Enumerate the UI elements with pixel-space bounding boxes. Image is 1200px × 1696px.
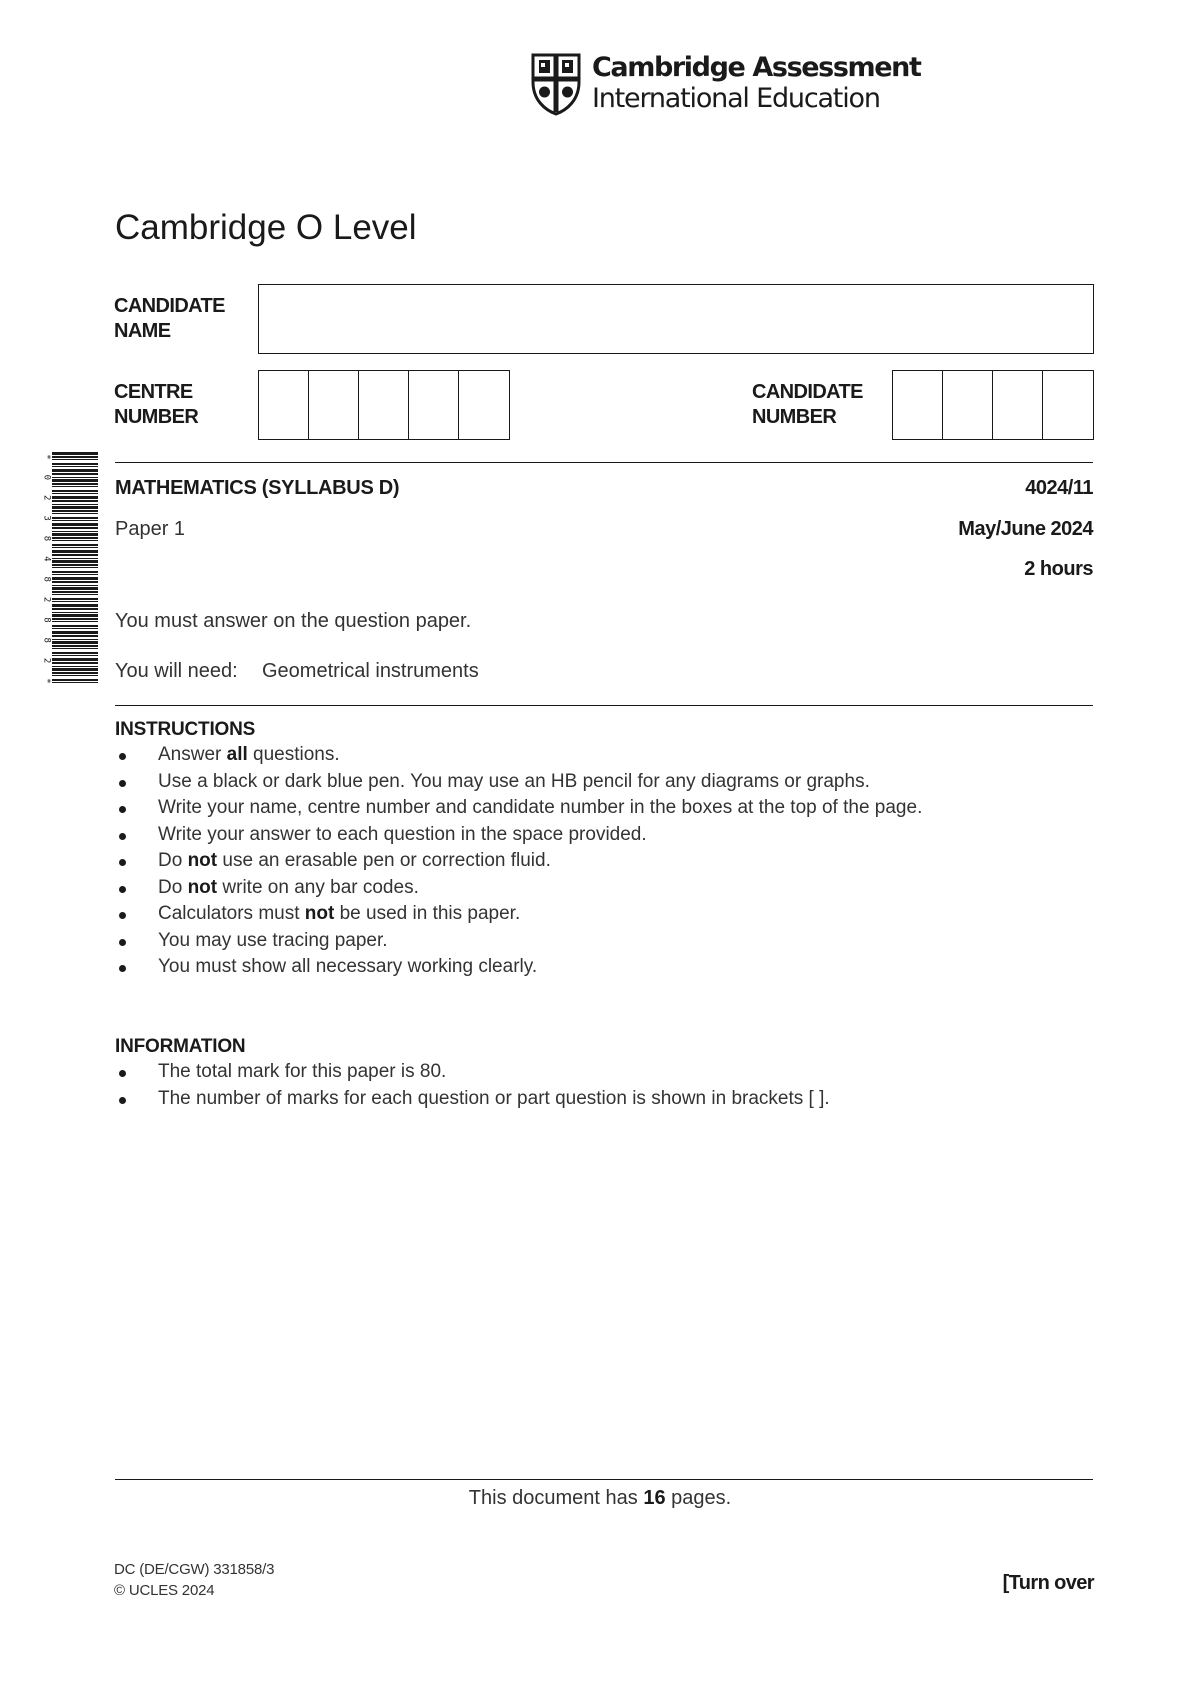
need-label: You will need: [115, 660, 238, 682]
logo-line-2: International Education [592, 83, 880, 114]
centre-number-digit-box[interactable] [459, 371, 509, 439]
copyright-notice: © UCLES 2024 [114, 1582, 215, 1599]
information-list [115, 1059, 830, 1112]
barcode-digit: 8 [41, 617, 52, 623]
centre-number-digit-box[interactable] [259, 371, 309, 439]
centre-number-digit-box[interactable] [309, 371, 359, 439]
component-code: 4024/11 [1025, 477, 1093, 499]
instruction-item: Do not use an erasable pen or correction fluid. [115, 848, 922, 875]
barcode-digit: 2 [41, 657, 52, 664]
barcode-digit: * [41, 454, 52, 460]
instructions-heading: INSTRUCTIONS [115, 719, 256, 740]
logo-line-1: Cambridge Assessment [592, 52, 921, 83]
centre-number-field[interactable] [258, 370, 510, 440]
instruction-item: You may use tracing paper. [115, 928, 922, 955]
candidate-number-digit-box[interactable] [1043, 371, 1093, 439]
candidate-number-digit-box[interactable] [943, 371, 993, 439]
instruction-item: Answer all questions. [115, 742, 922, 769]
answer-note: You must answer on the question paper. [115, 610, 472, 632]
page-count: 16 [643, 1487, 666, 1509]
page-count-note [0, 1487, 1200, 1510]
instruction-item: Calculators must not be used in this paper. [115, 901, 922, 928]
candidate-name-field[interactable] [258, 284, 1094, 354]
qualification-title: Cambridge O Level [115, 208, 417, 247]
page-count-prefix: This document has [468, 1487, 644, 1509]
information-item: The total mark for this paper is 80. [115, 1059, 830, 1086]
turn-over-label: [Turn over [1002, 1572, 1094, 1594]
instructions-list [115, 742, 922, 981]
paper-number: Paper 1 [115, 518, 186, 540]
cambridge-logo [530, 52, 921, 118]
footer-reference-block [114, 1559, 274, 1601]
centre-number-digit-box[interactable] [359, 371, 409, 439]
information-heading: INFORMATION [115, 1036, 246, 1057]
instruction-item: Do not write on any bar codes. [115, 875, 922, 902]
barcode-digit: 4 [41, 556, 52, 562]
candidate-number-label: CANDIDATE NUMBER [752, 381, 863, 428]
exam-session: May/June 2024 [958, 518, 1093, 540]
divider-middle [115, 705, 1093, 706]
divider-bottom [115, 1479, 1093, 1480]
candidate-number-field[interactable] [892, 370, 1094, 440]
divider-top [115, 462, 1093, 463]
candidate-name-label: CANDIDATE NAME [114, 295, 225, 342]
page-count-suffix: pages. [665, 1487, 732, 1509]
centre-number-label: CENTRE NUMBER [114, 381, 199, 428]
centre-number-digit-box[interactable] [409, 371, 459, 439]
barcode-digit: 2 [41, 596, 52, 603]
need-value: Geometrical instruments [262, 660, 479, 682]
instruction-item: Write your name, centre number and candidate number in the boxes at the top of the page. [115, 795, 922, 822]
candidate-number-digit-box[interactable] [993, 371, 1043, 439]
information-item: The number of marks for each question or part question is shown in brackets [ ]. [115, 1086, 830, 1113]
barcode-digit: 8 [41, 637, 52, 643]
barcode-digit: 0 [41, 474, 52, 481]
logo-wordmark [592, 52, 921, 114]
instruction-item: Use a black or dark blue pen. You may use an HB pencil for any diagrams or graphs. [115, 769, 922, 796]
instruction-item: You must show all necessary working clearly. [115, 954, 922, 981]
candidate-number-digit-box[interactable] [893, 371, 943, 439]
barcode-digit: 8 [41, 535, 52, 542]
document-reference: DC (DE/CGW) 331858/3 [114, 1561, 275, 1578]
barcode-digit: 2 [41, 495, 52, 501]
barcode [41, 452, 98, 684]
barcode-digit: 3 [41, 515, 52, 521]
exam-duration: 2 hours [1024, 558, 1093, 580]
instruction-item: Write your answer to each question in the space provided. [115, 822, 922, 849]
barcode-digit: * [41, 678, 52, 684]
university-shield-icon [530, 52, 582, 116]
barcode-digit: 8 [41, 576, 52, 582]
subject-title: MATHEMATICS (SYLLABUS D) [115, 477, 400, 499]
